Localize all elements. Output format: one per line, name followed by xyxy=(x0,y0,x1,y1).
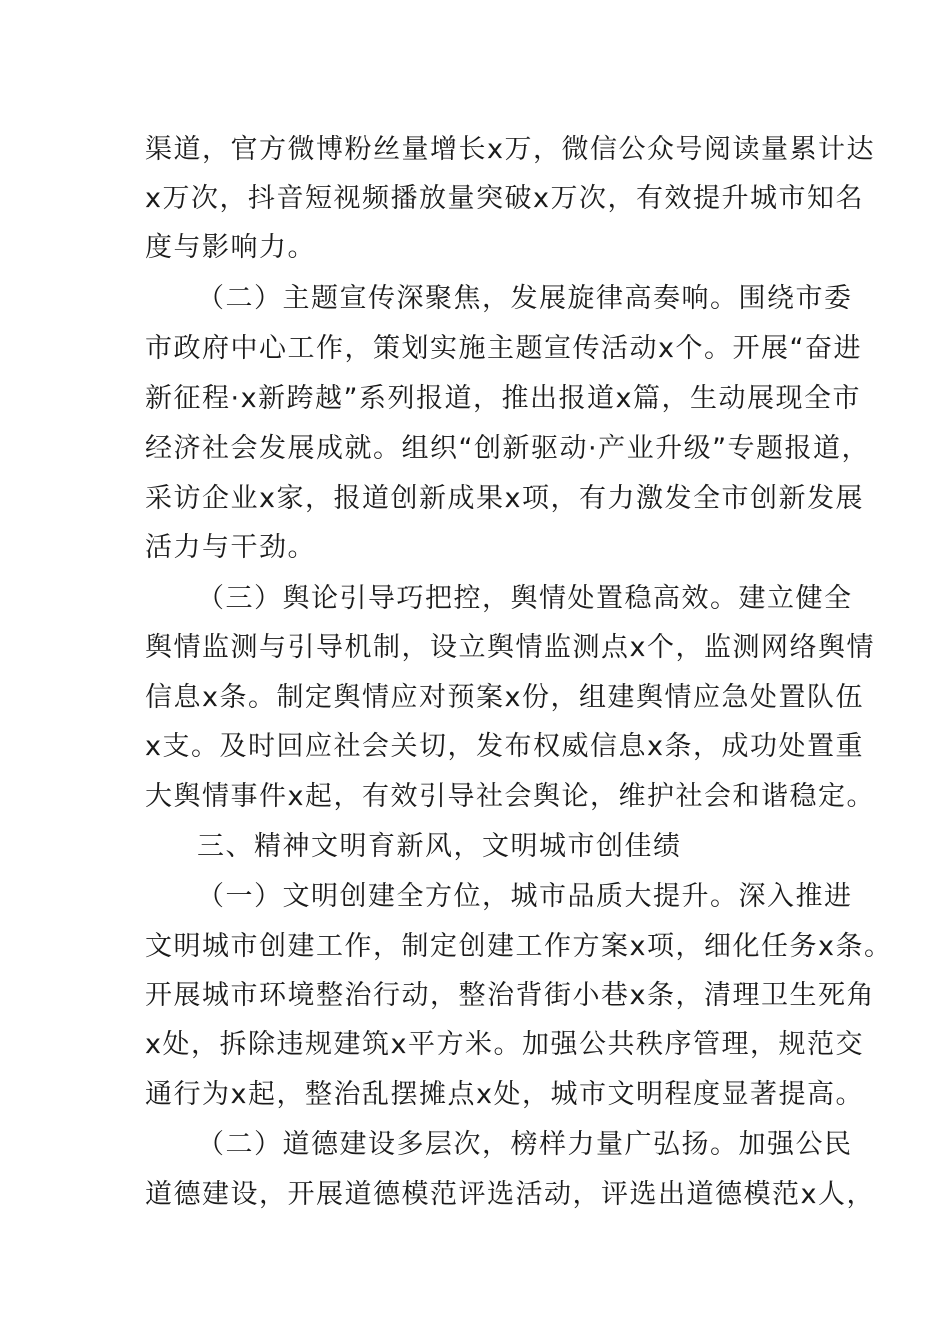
text-line: 舆情监测与引导机制，设立舆情监测点x个，监测网络舆情 xyxy=(145,632,875,663)
section-heading: （二）道德建设多层次，榜样力量广弘扬。加强公民 xyxy=(197,1129,853,1160)
section-heading: （三）舆论引导巧把控，舆情处置稳高效。建立健全 xyxy=(197,583,853,614)
text-line: 经济社会发展成就。组织“创新驱动·产业升级”专题报道， xyxy=(145,433,871,464)
text-line: x处，拆除违规建筑x平方米。加强公共秩序管理，规范交 xyxy=(145,1029,864,1060)
text-line: 度与影响力。 xyxy=(145,232,316,263)
section-heading: （一）文明创建全方位，城市品质大提升。深入推进 xyxy=(197,881,853,912)
text-line: 信息x条。制定舆情应对预案x份，组建舆情应急处置队伍 xyxy=(145,682,864,713)
section-heading: （二）主题宣传深聚焦，发展旋律高奏响。围绕市委 xyxy=(197,283,853,314)
text-line: 市政府中心工作，策划实施主题宣传活动x个。开展“奋进 xyxy=(145,333,862,364)
chapter-heading: 三、精神文明育新风，文明城市创佳绩 xyxy=(197,831,682,862)
text-line: 采访企业x家，报道创新成果x项，有力激发全市创新发展 xyxy=(145,483,864,514)
text-line: 开展城市环境整治行动，整治背街小巷x条，清理卫生死角 xyxy=(145,980,875,1011)
text-line: 渠道，官方微博粉丝量增长x万，微信公众号阅读量累计达 xyxy=(145,134,875,165)
text-line: x支。及时回应社会关切，发布权威信息x条，成功处置重 xyxy=(145,731,864,762)
text-line: 大舆情事件x起，有效引导社会舆论，维护社会和谐稳定。 xyxy=(145,781,875,812)
text-line: 通行为x起，整治乱摆摊点x处，城市文明程度显著提高。 xyxy=(145,1079,864,1110)
text-line: 新征程·x新跨越”系列报道，推出报道x篇，生动展现全市 xyxy=(145,383,862,414)
text-line: 道德建设，开展道德模范评选活动，评选出道德模范x人， xyxy=(145,1179,875,1210)
text-line: 文明城市创建工作，制定创建工作方案x项，细化任务x条。 xyxy=(145,931,893,962)
text-line: x万次，抖音短视频播放量突破x万次，有效提升城市知名 xyxy=(145,183,864,214)
text-line: 活力与干劲。 xyxy=(145,532,316,563)
